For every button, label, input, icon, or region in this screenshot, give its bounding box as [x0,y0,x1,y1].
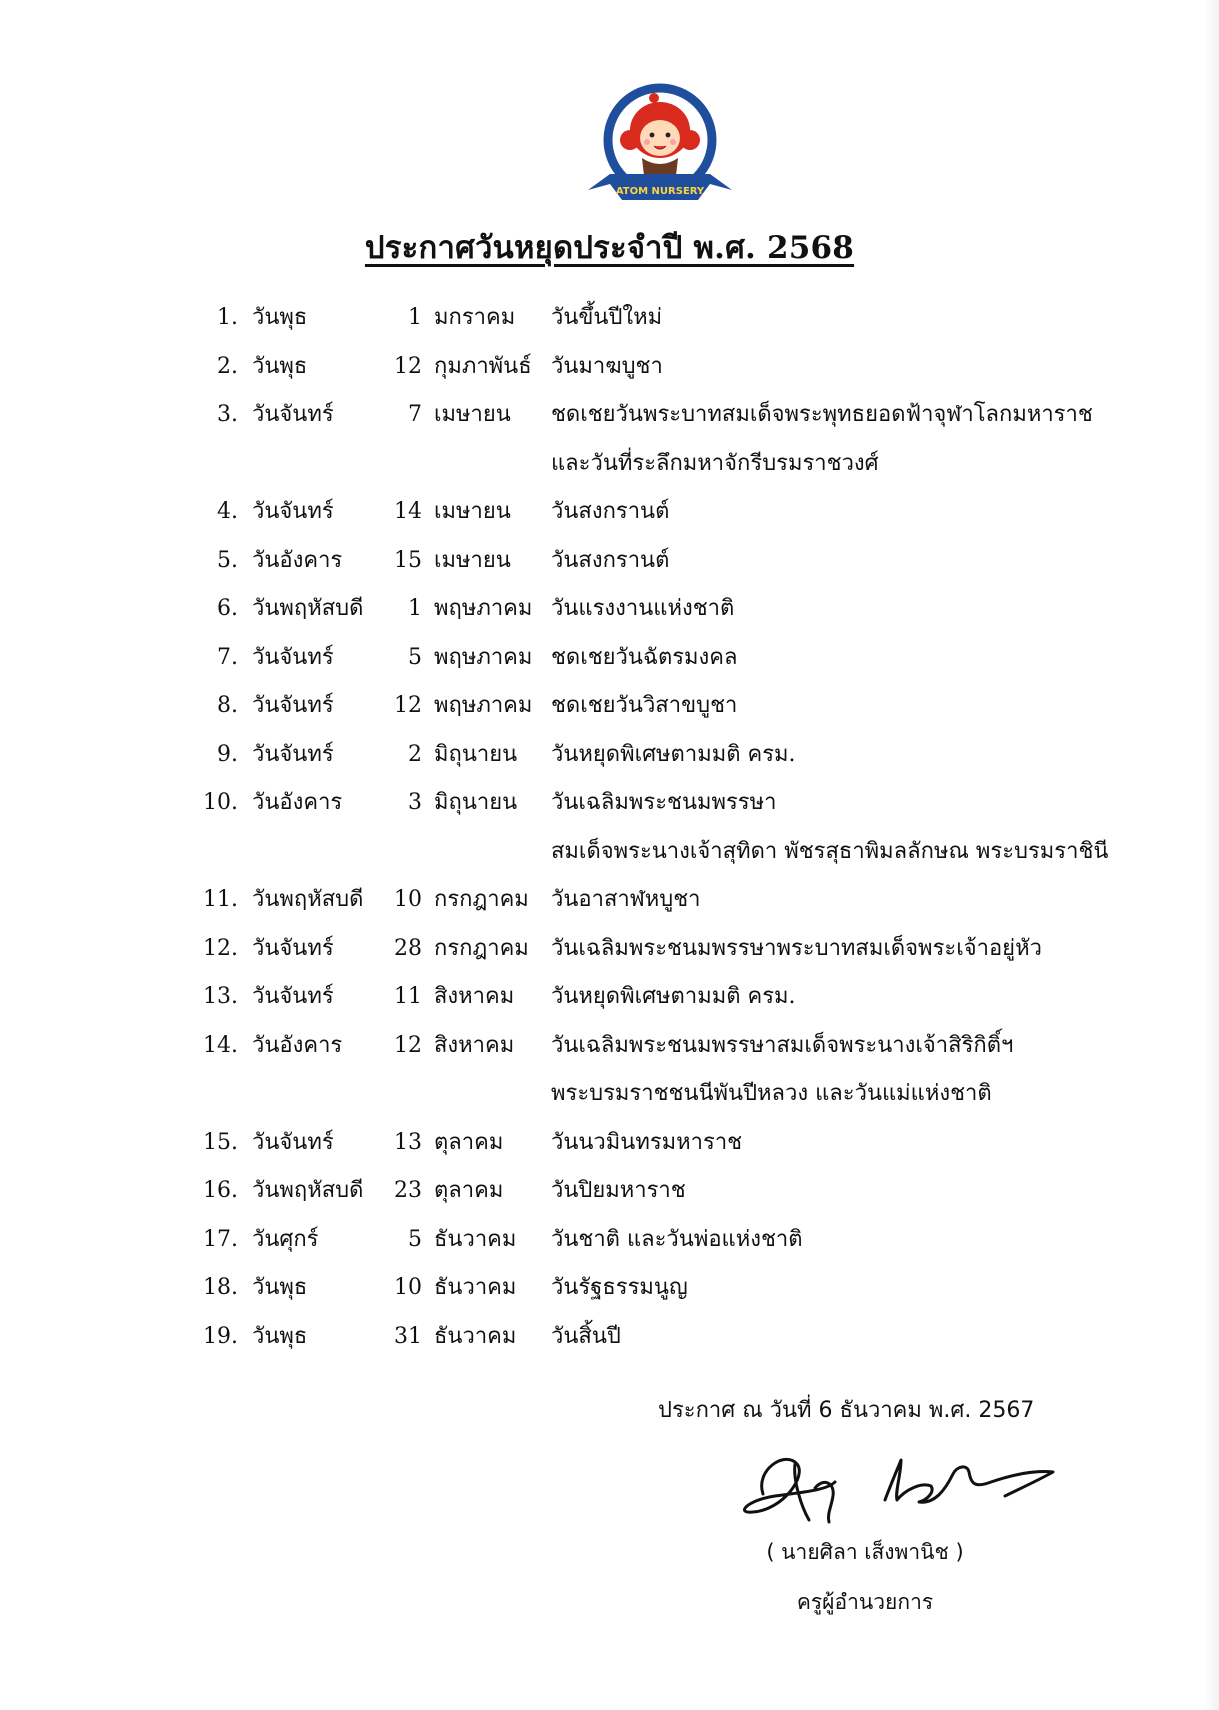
holiday-month: พฤษภาคม [434,693,533,718]
holiday-month: เมษายน [434,402,511,427]
holiday-date: 10 [394,1275,422,1300]
holiday-row [0,682,1219,731]
holiday-number: 1. [217,305,238,330]
page-title: ประกาศวันหยุดประจำปี พ.ศ. 2568 [364,230,855,266]
holiday-row [0,1167,1219,1216]
holiday-weekday: วันจันทร์ [252,984,334,1009]
holiday-number: 17. [203,1226,238,1252]
holiday-description [551,1264,1096,1313]
holiday-number: 18. [203,1275,238,1300]
holiday-description-line: ชดเชยวันพระบาทสมเด็จพระพุทธยอดฟ้าจุฬาโลกมหาราช [551,402,1093,427]
holiday-description-line: วันสงกรานต์ [551,547,670,573]
holiday-description [551,876,1096,925]
holiday-weekday: วันจันทร์ [252,644,334,670]
holiday-row [0,1216,1219,1265]
holiday-description [551,634,1096,683]
holiday-weekday: วันศุกร์ [252,1226,319,1252]
holiday-weekday: วันอังคาร [252,547,343,573]
holiday-weekday: วันจันทร์ [252,1129,334,1155]
holiday-description-line: วันรัฐธรรมนูญ [551,1275,688,1300]
holiday-month: กรกฎาคม [434,935,529,961]
holiday-row [0,1119,1219,1168]
holiday-weekday: วันพฤหัสบดี [252,596,364,621]
holiday-number: 15. [203,1129,238,1155]
holiday-row [0,876,1219,925]
holiday-description-line: วันขึ้นปีใหม่ [551,305,663,330]
holiday-list [0,294,1219,1361]
holiday-number: 14. [203,1032,238,1058]
holiday-date: 31 [394,1323,422,1349]
school-logo [580,78,740,213]
holiday-weekday: วันอังคาร [252,790,343,815]
holiday-description [551,343,1096,392]
holiday-description [551,731,1096,780]
holiday-description [551,1216,1096,1265]
holiday-description-line: วันมาฆบูชา [551,353,663,379]
holiday-row [0,1022,1219,1119]
logo-text: ATOM NURSERY [615,186,705,197]
holiday-date: 12 [394,1032,422,1058]
holiday-description [551,682,1096,731]
holiday-weekday: วันจันทร์ [252,935,334,961]
holiday-month: พฤษภาคม [434,596,533,621]
holiday-weekday: วันจันทร์ [252,693,334,718]
holiday-description [551,537,1096,586]
holiday-month: กุมภาพันธ์ [434,353,532,379]
holiday-row [0,343,1219,392]
holiday-weekday: วันพุธ [252,305,308,330]
holiday-date: 7 [408,402,422,427]
holiday-description-line: ชดเชยวันฉัตรมงคล [551,644,738,670]
holiday-row [0,1264,1219,1313]
holiday-date: 5 [408,644,422,670]
holiday-date: 23 [394,1178,422,1203]
holiday-month: เมษายน [434,547,511,573]
holiday-row [0,779,1219,876]
holiday-weekday: วันพุธ [252,1323,308,1349]
holiday-description [551,1119,1096,1168]
holiday-date: 13 [394,1129,422,1155]
holiday-description [551,779,1109,876]
holiday-weekday: วันจันทร์ [252,402,334,427]
holiday-weekday: วันพฤหัสบดี [252,1178,364,1203]
handwritten-signature [735,1430,1095,1540]
holiday-description [551,1022,1096,1119]
holiday-date: 1 [408,305,422,330]
holiday-row [0,973,1219,1022]
holiday-description-line: วันหยุดพิเศษตามมติ ครม. [551,741,796,767]
holiday-month: ตุลาคม [434,1178,504,1203]
holiday-description [551,1167,1096,1216]
holiday-number: 8. [217,693,238,718]
holiday-number: 12. [203,935,238,961]
holiday-description-line: วันสงกรานต์ [551,499,670,524]
holiday-description [551,1313,1096,1362]
holiday-description-line: วันสิ้นปี [551,1323,621,1349]
holiday-weekday: วันจันทร์ [252,741,334,767]
holiday-weekday: วันพฤหัสบดี [252,887,364,912]
holiday-date: 10 [394,887,422,912]
holiday-number: 13. [203,984,238,1009]
holiday-month: กรกฎาคม [434,887,529,912]
holiday-month: ตุลาคม [434,1129,504,1155]
holiday-weekday: วันพุธ [252,353,308,379]
holiday-number: 9. [217,741,238,767]
holiday-description-line: วันนวมินทรมหาราช [551,1129,743,1155]
holiday-row [0,585,1219,634]
holiday-month: มิถุนายน [434,790,518,815]
holiday-month: ธันวาคม [434,1275,517,1300]
holiday-description-line: วันแรงงานแห่งชาติ [551,596,735,621]
holiday-number: 7. [217,644,238,670]
holiday-weekday: วันพุธ [252,1275,308,1300]
holiday-number: 3. [217,402,238,427]
holiday-description-line: และวันที่ระลึกมหาจักรีบรมราชวงศ์ [551,450,879,476]
holiday-row [0,294,1219,343]
holiday-date: 12 [394,353,422,379]
holiday-date: 5 [408,1226,422,1252]
holiday-number: 2. [217,353,238,379]
holiday-date: 11 [394,984,422,1009]
holiday-row [0,537,1219,586]
holiday-date: 14 [394,499,422,524]
holiday-description [551,925,1096,974]
holiday-description-line: วันอาสาฬหบูชา [551,887,701,912]
holiday-number: 10. [203,790,238,815]
holiday-month: พฤษภาคม [434,644,533,670]
holiday-date: 28 [394,935,422,961]
holiday-date: 3 [408,790,422,815]
holiday-month: ธันวาคม [434,1323,517,1349]
holiday-description [551,488,1096,537]
holiday-description [551,294,1096,343]
holiday-description-line: วันชาติ และวันพ่อแห่งชาติ [551,1226,803,1252]
holiday-description-line: วันเฉลิมพระชนมพรรษาสมเด็จพระนางเจ้าสิริกิติ์ฯ [551,1032,1014,1058]
holiday-row [0,1313,1219,1362]
holiday-date: 15 [394,547,422,573]
signer-position: ครูผู้อำนวยการ [796,1590,934,1614]
holiday-number: 19. [203,1323,238,1349]
holiday-description-line: วันเฉลิมพระชนมพรรษา [551,790,777,815]
holiday-weekday: วันจันทร์ [252,499,334,524]
holiday-description-line: พระบรมราชชนนีพันปีหลวง และวันแม่แห่งชาติ [551,1081,992,1106]
holiday-month: สิงหาคม [434,1032,515,1058]
holiday-number: 6. [217,596,238,621]
holiday-month: มิถุนายน [434,741,518,767]
holiday-date: 2 [408,741,422,767]
holiday-row [0,925,1219,974]
holiday-number: 16. [203,1178,238,1203]
holiday-weekday: วันอังคาร [252,1032,343,1058]
holiday-description-line: วันเฉลิมพระชนมพรรษาพระบาทสมเด็จพระเจ้าอยู่หัว [551,935,1042,961]
holiday-description [551,585,1096,634]
holiday-date: 12 [394,693,422,718]
holiday-number: 4. [217,499,238,524]
holiday-month: ธันวาคม [434,1226,517,1252]
holiday-description [551,973,1096,1022]
holiday-row [0,391,1219,488]
holiday-month: มกราคม [434,305,516,330]
holiday-row [0,731,1219,780]
holiday-date: 1 [408,596,422,621]
holiday-description-line: ชดเชยวันวิสาขบูชา [551,693,738,718]
holiday-month: เมษายน [434,499,511,524]
holiday-description [551,391,1096,488]
holiday-row [0,488,1219,537]
holiday-number: 11. [203,887,238,912]
holiday-description-line: วันหยุดพิเศษตามมติ ครม. [551,984,796,1009]
signer-name: ( นายศิลา เส็งพานิช ) [766,1540,964,1564]
holiday-row [0,634,1219,683]
holiday-month: สิงหาคม [434,984,515,1009]
announcement-date: ประกาศ ณ วันที่ 6 ธันวาคม พ.ศ. 2567 [658,1398,1035,1423]
holiday-number: 5. [217,547,238,573]
holiday-description-line: สมเด็จพระนางเจ้าสุทิดา พัชรสุธาพิมลลักษณ พระบรมราชินี [551,838,1109,864]
holiday-description-line: วันปิยมหาราช [551,1178,686,1203]
